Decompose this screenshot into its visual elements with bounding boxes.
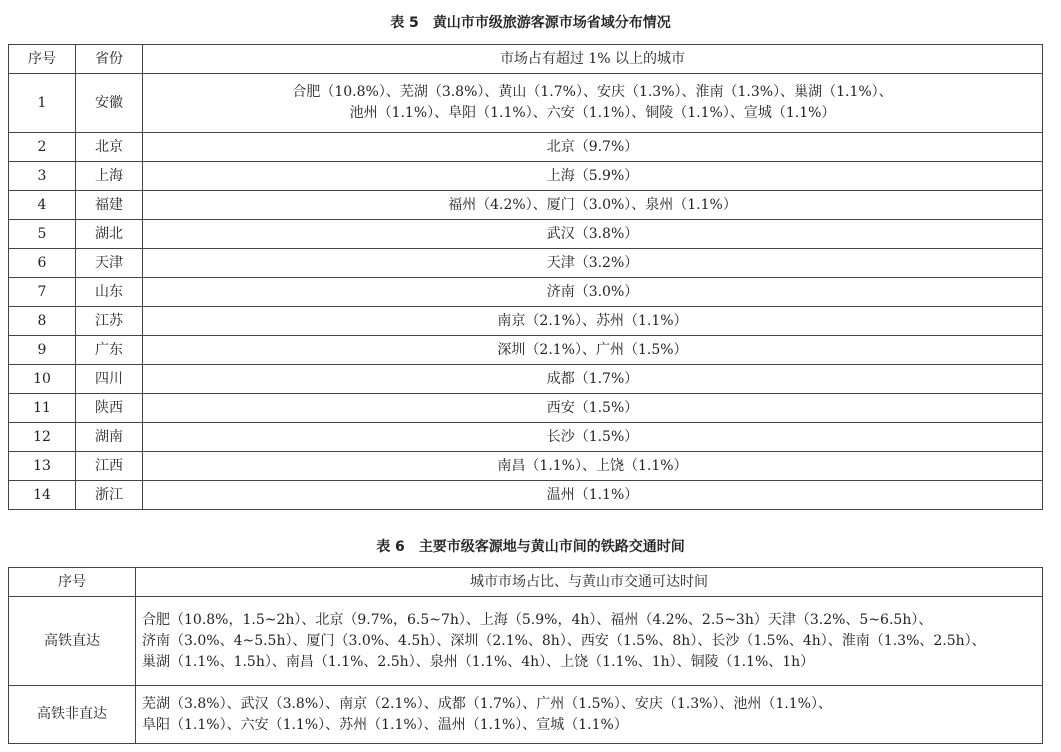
header-cell: 市场占有超过 1% 以上的城市 xyxy=(143,45,1043,74)
times-cell xyxy=(136,686,1043,744)
cities-cell: 成都（1.7%） xyxy=(143,365,1043,394)
cities-cell: 温州（1.1%） xyxy=(143,481,1043,510)
table5-number: 表 5 xyxy=(390,15,419,31)
category-cell: 高铁非直达 xyxy=(9,686,136,744)
province-cell: 四川 xyxy=(76,365,143,394)
province-cell: 江西 xyxy=(76,452,143,481)
table-row xyxy=(9,191,1043,220)
row-number: 6 xyxy=(9,249,76,278)
cities-cell: 福州（4.2%）、厦门（3.0%）、泉州（1.1%） xyxy=(143,191,1043,220)
category-cell: 高铁直达 xyxy=(9,597,136,686)
province-cell: 湖北 xyxy=(76,220,143,249)
cities-cell: 上海（5.9%） xyxy=(143,162,1043,191)
table6-caption xyxy=(0,536,1061,556)
province-cell: 浙江 xyxy=(76,481,143,510)
table5-caption xyxy=(0,12,1061,32)
row-number: 2 xyxy=(9,133,76,162)
times-line: 芜湖（3.8%）、武汉（3.8%）、南京（2.1%）、成都（1.7%）、广州（1.5%）、安庆（1.3%）、池州（1.1%）、 xyxy=(142,695,832,712)
cities-cell: 南昌（1.1%）、上饶（1.1%） xyxy=(143,452,1043,481)
table-row xyxy=(9,249,1043,278)
times-line: 合肥（10.8%，1.5~2h）、北京（9.7%，6.5~7h）、上海（5.9%，4h）、福州（4.2%、2.5~3h）天津（3.2%、5~6.5h）、 xyxy=(142,611,933,628)
row-number: 1 xyxy=(9,74,76,133)
table6 xyxy=(8,567,1043,744)
row-number: 3 xyxy=(9,162,76,191)
table-row xyxy=(9,74,1043,133)
table-row xyxy=(9,481,1043,510)
province-cell: 山东 xyxy=(76,278,143,307)
table-row xyxy=(9,162,1043,191)
row-number: 11 xyxy=(9,394,76,423)
table-row xyxy=(9,452,1043,481)
province-cell: 江苏 xyxy=(76,307,143,336)
table6-number: 表 6 xyxy=(376,539,405,555)
row-number: 14 xyxy=(9,481,76,510)
cities-cell: 北京（9.7%） xyxy=(143,133,1043,162)
row-number: 8 xyxy=(9,307,76,336)
header-cell: 序号 xyxy=(9,45,76,74)
table5 xyxy=(8,44,1043,510)
header-cell: 序号 xyxy=(9,568,136,597)
cities-cell: 深圳（2.1%）、广州（1.5%） xyxy=(143,336,1043,365)
cities-cell: 长沙（1.5%） xyxy=(143,423,1043,452)
times-line: 巢湖（1.1%、1.5h）、南昌（1.1%、2.5h）、泉州（1.1%、4h）、上饶（1.1%、1h）、铜陵（1.1%、1h） xyxy=(142,653,815,670)
times-line: 阜阳（1.1%）、六安（1.1%）、苏州（1.1%）、温州（1.1%）、宣城（1.1%） xyxy=(142,716,628,733)
header-cell: 城市市场占比、与黄山市交通可达时间 xyxy=(136,568,1043,597)
province-cell: 福建 xyxy=(76,191,143,220)
cities-cell: 天津（3.2%） xyxy=(143,249,1043,278)
cities-cell: 济南（3.0%） xyxy=(143,278,1043,307)
province-cell: 广东 xyxy=(76,336,143,365)
table-row xyxy=(9,307,1043,336)
table-row xyxy=(9,394,1043,423)
province-cell: 天津 xyxy=(76,249,143,278)
province-cell: 陕西 xyxy=(76,394,143,423)
cities-line: 池州（1.1%）、阜阳（1.1%）、六安（1.1%）、铜陵（1.1%）、宣城（1.1%） xyxy=(349,105,836,121)
row-number: 12 xyxy=(9,423,76,452)
row-number: 9 xyxy=(9,336,76,365)
table-row xyxy=(9,365,1043,394)
table5-header-row xyxy=(9,45,1043,74)
cities-cell xyxy=(143,74,1043,133)
row-number: 4 xyxy=(9,191,76,220)
row-number: 10 xyxy=(9,365,76,394)
header-cell: 省份 xyxy=(76,45,143,74)
row-number: 5 xyxy=(9,220,76,249)
row-number: 13 xyxy=(9,452,76,481)
table-row xyxy=(9,278,1043,307)
table-row xyxy=(9,597,1043,686)
province-cell: 安徽 xyxy=(76,74,143,133)
cities-line: 合肥（10.8%）、芜湖（3.8%）、黄山（1.7%）、安庆（1.3%）、淮南（1.3%）、巢湖（1.1%）、 xyxy=(292,84,893,100)
cities-cell: 西安（1.5%） xyxy=(143,394,1043,423)
cities-cell: 南京（2.1%）、苏州（1.1%） xyxy=(143,307,1043,336)
cities-cell: 武汉（3.8%） xyxy=(143,220,1043,249)
table5-title: 黄山市市级旅游客源市场省域分布情况 xyxy=(432,15,671,31)
times-cell xyxy=(136,597,1043,686)
times-line: 济南（3.0%、4~5.5h）、厦门（3.0%、4.5h）、深圳（2.1%、8h）、西安（1.5%、8h）、长沙（1.5%、4h）、淮南（1.3%、2.5h）、 xyxy=(142,632,986,649)
row-number: 7 xyxy=(9,278,76,307)
table6-header-row xyxy=(9,568,1043,597)
table-row xyxy=(9,336,1043,365)
table6-title: 主要市级客源地与黄山市间的铁路交通时间 xyxy=(418,539,685,555)
province-cell: 北京 xyxy=(76,133,143,162)
table-row xyxy=(9,686,1043,744)
province-cell: 湖南 xyxy=(76,423,143,452)
province-cell: 上海 xyxy=(76,162,143,191)
table-row xyxy=(9,220,1043,249)
table-row xyxy=(9,423,1043,452)
table-row xyxy=(9,133,1043,162)
